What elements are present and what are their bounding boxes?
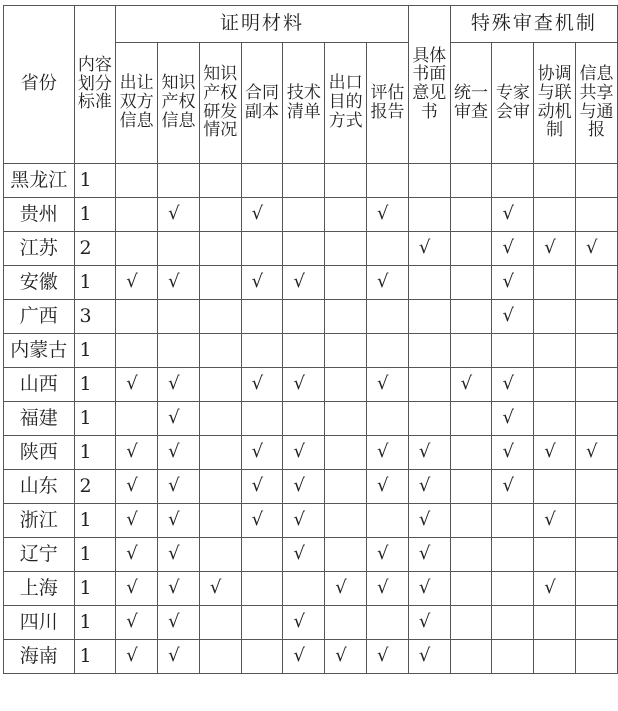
cell-standard: 1 bbox=[74, 436, 116, 470]
cell-province: 辽宁 bbox=[4, 538, 75, 572]
empty-cell bbox=[450, 572, 492, 606]
check-mark-cell: √ bbox=[408, 504, 450, 538]
empty-cell bbox=[450, 402, 492, 436]
empty-cell bbox=[367, 504, 409, 538]
empty-cell bbox=[283, 300, 325, 334]
empty-cell bbox=[158, 300, 200, 334]
empty-cell bbox=[534, 538, 576, 572]
check-mark-cell: √ bbox=[283, 606, 325, 640]
check-mark-cell: √ bbox=[241, 470, 283, 504]
table-row bbox=[4, 368, 618, 402]
empty-cell bbox=[325, 334, 367, 368]
empty-cell bbox=[534, 640, 576, 674]
empty-cell bbox=[408, 368, 450, 402]
empty-cell bbox=[116, 334, 158, 368]
empty-cell bbox=[534, 198, 576, 232]
table-row bbox=[4, 470, 618, 504]
empty-cell bbox=[158, 164, 200, 198]
empty-cell bbox=[450, 232, 492, 266]
check-mark-cell: √ bbox=[283, 504, 325, 538]
check-mark-cell: √ bbox=[408, 606, 450, 640]
empty-cell bbox=[534, 368, 576, 402]
empty-cell bbox=[116, 232, 158, 266]
empty-cell bbox=[576, 266, 618, 300]
cell-standard: 1 bbox=[74, 164, 116, 198]
check-mark-cell: √ bbox=[408, 232, 450, 266]
cell-standard: 2 bbox=[74, 470, 116, 504]
check-mark-cell: √ bbox=[408, 470, 450, 504]
empty-cell bbox=[450, 436, 492, 470]
empty-cell bbox=[450, 164, 492, 198]
header-review-label: 信息 共享 与通 报 bbox=[579, 64, 614, 141]
cell-standard: 1 bbox=[74, 266, 116, 300]
empty-cell bbox=[534, 334, 576, 368]
check-mark-cell: √ bbox=[116, 572, 158, 606]
empty-cell bbox=[576, 606, 618, 640]
table-row bbox=[4, 164, 618, 198]
empty-cell bbox=[199, 538, 241, 572]
empty-cell bbox=[325, 198, 367, 232]
check-mark-cell: √ bbox=[158, 504, 200, 538]
empty-cell bbox=[367, 606, 409, 640]
check-mark-cell: √ bbox=[116, 470, 158, 504]
cell-province: 安徽 bbox=[4, 266, 75, 300]
check-mark-cell: √ bbox=[158, 368, 200, 402]
table-row bbox=[4, 232, 618, 266]
empty-cell bbox=[492, 164, 534, 198]
cell-standard: 1 bbox=[74, 504, 116, 538]
check-mark-cell: √ bbox=[199, 572, 241, 606]
check-mark-cell: √ bbox=[408, 538, 450, 572]
empty-cell bbox=[325, 368, 367, 402]
check-mark-cell: √ bbox=[283, 470, 325, 504]
check-mark-cell: √ bbox=[534, 436, 576, 470]
cell-standard: 1 bbox=[74, 572, 116, 606]
header-group-review bbox=[450, 6, 617, 43]
cell-province: 江苏 bbox=[4, 232, 75, 266]
empty-cell bbox=[325, 606, 367, 640]
header-review bbox=[534, 43, 576, 164]
empty-cell bbox=[450, 470, 492, 504]
check-mark-cell: √ bbox=[408, 436, 450, 470]
empty-cell bbox=[367, 164, 409, 198]
empty-cell bbox=[576, 538, 618, 572]
header-material-label: 评估 报告 bbox=[370, 82, 405, 122]
empty-cell bbox=[241, 640, 283, 674]
empty-cell bbox=[283, 232, 325, 266]
check-mark-cell: √ bbox=[492, 300, 534, 334]
check-mark-cell: √ bbox=[116, 266, 158, 300]
empty-cell bbox=[408, 300, 450, 334]
empty-cell bbox=[492, 572, 534, 606]
header-review bbox=[492, 43, 534, 164]
check-mark-cell: √ bbox=[241, 368, 283, 402]
header-review-label: 统一 审查 bbox=[454, 82, 489, 122]
empty-cell bbox=[534, 300, 576, 334]
empty-cell bbox=[241, 606, 283, 640]
empty-cell bbox=[534, 402, 576, 436]
cell-province: 陕西 bbox=[4, 436, 75, 470]
empty-cell bbox=[283, 198, 325, 232]
check-mark-cell: √ bbox=[241, 504, 283, 538]
empty-cell bbox=[199, 402, 241, 436]
cell-standard: 1 bbox=[74, 402, 116, 436]
header-standard-label: 内容 划分 标准 bbox=[77, 54, 112, 113]
empty-cell bbox=[325, 436, 367, 470]
check-mark-cell: √ bbox=[450, 368, 492, 402]
empty-cell bbox=[576, 368, 618, 402]
header-material bbox=[325, 43, 367, 164]
table-row bbox=[4, 300, 618, 334]
table-row bbox=[4, 266, 618, 300]
empty-cell bbox=[492, 606, 534, 640]
empty-cell bbox=[116, 198, 158, 232]
cell-province: 山东 bbox=[4, 470, 75, 504]
check-mark-cell: √ bbox=[283, 368, 325, 402]
empty-cell bbox=[325, 538, 367, 572]
check-mark-cell: √ bbox=[283, 640, 325, 674]
cell-province: 山西 bbox=[4, 368, 75, 402]
empty-cell bbox=[158, 232, 200, 266]
header-review-label: 协调 与联 动机 制 bbox=[537, 64, 572, 141]
header-material bbox=[116, 43, 158, 164]
empty-cell bbox=[492, 334, 534, 368]
check-mark-cell: √ bbox=[158, 606, 200, 640]
check-mark-cell: √ bbox=[492, 368, 534, 402]
empty-cell bbox=[116, 300, 158, 334]
empty-cell bbox=[408, 198, 450, 232]
check-mark-cell: √ bbox=[116, 606, 158, 640]
empty-cell bbox=[199, 436, 241, 470]
check-mark-cell: √ bbox=[367, 640, 409, 674]
header-opinion-label: 具体 书面 意见 书 bbox=[412, 45, 447, 122]
empty-cell bbox=[534, 164, 576, 198]
check-mark-cell: √ bbox=[492, 470, 534, 504]
check-mark-cell: √ bbox=[492, 402, 534, 436]
empty-cell bbox=[534, 606, 576, 640]
check-mark-cell: √ bbox=[576, 232, 618, 266]
empty-cell bbox=[116, 164, 158, 198]
cell-province: 内蒙古 bbox=[4, 334, 75, 368]
empty-cell bbox=[241, 300, 283, 334]
check-mark-cell: √ bbox=[116, 436, 158, 470]
province-table bbox=[3, 5, 618, 674]
cell-province: 海南 bbox=[4, 640, 75, 674]
table-row bbox=[4, 572, 618, 606]
empty-cell bbox=[367, 232, 409, 266]
check-mark-cell: √ bbox=[158, 402, 200, 436]
empty-cell bbox=[450, 538, 492, 572]
check-mark-cell: √ bbox=[158, 470, 200, 504]
header-material bbox=[199, 43, 241, 164]
table-row bbox=[4, 198, 618, 232]
empty-cell bbox=[408, 334, 450, 368]
check-mark-cell: √ bbox=[158, 266, 200, 300]
header-material-label: 知识 产权 信息 bbox=[161, 73, 196, 131]
empty-cell bbox=[116, 402, 158, 436]
check-mark-cell: √ bbox=[367, 436, 409, 470]
empty-cell bbox=[450, 300, 492, 334]
check-mark-cell: √ bbox=[367, 538, 409, 572]
empty-cell bbox=[241, 572, 283, 606]
table-row bbox=[4, 640, 618, 674]
check-mark-cell: √ bbox=[492, 232, 534, 266]
cell-province: 广西 bbox=[4, 300, 75, 334]
check-mark-cell: √ bbox=[367, 470, 409, 504]
empty-cell bbox=[199, 300, 241, 334]
check-mark-cell: √ bbox=[367, 266, 409, 300]
check-mark-cell: √ bbox=[158, 640, 200, 674]
empty-cell bbox=[199, 266, 241, 300]
header-material-label: 技术 清单 bbox=[286, 82, 321, 122]
empty-cell bbox=[199, 164, 241, 198]
empty-cell bbox=[241, 334, 283, 368]
check-mark-cell: √ bbox=[283, 266, 325, 300]
check-mark-cell: √ bbox=[367, 572, 409, 606]
empty-cell bbox=[576, 470, 618, 504]
table-row bbox=[4, 606, 618, 640]
empty-cell bbox=[450, 606, 492, 640]
empty-cell bbox=[576, 300, 618, 334]
empty-cell bbox=[408, 266, 450, 300]
empty-cell bbox=[576, 640, 618, 674]
header-material bbox=[283, 43, 325, 164]
header-material-label: 合同 副本 bbox=[245, 82, 280, 122]
cell-standard: 1 bbox=[74, 334, 116, 368]
header-material-label: 知识 产权 研发 情况 bbox=[203, 64, 238, 141]
header-group-materials bbox=[116, 6, 409, 43]
check-mark-cell: √ bbox=[241, 436, 283, 470]
check-mark-cell: √ bbox=[116, 504, 158, 538]
cell-province: 浙江 bbox=[4, 504, 75, 538]
header-material bbox=[158, 43, 200, 164]
check-mark-cell: √ bbox=[576, 436, 618, 470]
empty-cell bbox=[367, 334, 409, 368]
empty-cell bbox=[576, 164, 618, 198]
check-mark-cell: √ bbox=[534, 572, 576, 606]
header-material bbox=[241, 43, 283, 164]
check-mark-cell: √ bbox=[492, 436, 534, 470]
empty-cell bbox=[241, 164, 283, 198]
cell-standard: 1 bbox=[74, 538, 116, 572]
empty-cell bbox=[283, 164, 325, 198]
header-material-label: 出口 目的 方式 bbox=[328, 73, 363, 131]
empty-cell bbox=[325, 402, 367, 436]
empty-cell bbox=[325, 232, 367, 266]
empty-cell bbox=[283, 572, 325, 606]
header-group-materials-label: 证明材料 bbox=[220, 12, 305, 35]
empty-cell bbox=[241, 232, 283, 266]
check-mark-cell: √ bbox=[492, 198, 534, 232]
cell-standard: 1 bbox=[74, 640, 116, 674]
check-mark-cell: √ bbox=[158, 436, 200, 470]
check-mark-cell: √ bbox=[158, 198, 200, 232]
empty-cell bbox=[576, 504, 618, 538]
table-body bbox=[4, 164, 618, 674]
check-mark-cell: √ bbox=[116, 538, 158, 572]
check-mark-cell: √ bbox=[534, 232, 576, 266]
empty-cell bbox=[158, 334, 200, 368]
empty-cell bbox=[367, 402, 409, 436]
header-material-label: 出让 双方 信息 bbox=[119, 73, 154, 131]
empty-cell bbox=[199, 470, 241, 504]
check-mark-cell: √ bbox=[158, 538, 200, 572]
empty-cell bbox=[492, 504, 534, 538]
empty-cell bbox=[450, 504, 492, 538]
check-mark-cell: √ bbox=[534, 504, 576, 538]
check-mark-cell: √ bbox=[241, 198, 283, 232]
check-mark-cell: √ bbox=[367, 198, 409, 232]
check-mark-cell: √ bbox=[283, 538, 325, 572]
table-row bbox=[4, 538, 618, 572]
empty-cell bbox=[576, 402, 618, 436]
empty-cell bbox=[492, 640, 534, 674]
table-row bbox=[4, 436, 618, 470]
table-row bbox=[4, 402, 618, 436]
empty-cell bbox=[408, 402, 450, 436]
empty-cell bbox=[408, 164, 450, 198]
empty-cell bbox=[199, 334, 241, 368]
empty-cell bbox=[576, 572, 618, 606]
cell-standard: 1 bbox=[74, 368, 116, 402]
cell-province: 上海 bbox=[4, 572, 75, 606]
check-mark-cell: √ bbox=[367, 368, 409, 402]
header-material bbox=[367, 43, 409, 164]
header-review bbox=[576, 43, 618, 164]
empty-cell bbox=[199, 198, 241, 232]
cell-province: 黑龙江 bbox=[4, 164, 75, 198]
empty-cell bbox=[241, 402, 283, 436]
header-review-label: 专家 会审 bbox=[495, 82, 530, 122]
cell-standard: 3 bbox=[74, 300, 116, 334]
empty-cell bbox=[283, 334, 325, 368]
check-mark-cell: √ bbox=[116, 368, 158, 402]
table-header bbox=[4, 6, 618, 164]
header-opinion bbox=[408, 6, 450, 164]
header-group-review-label: 特殊审查机制 bbox=[470, 12, 597, 35]
empty-cell bbox=[450, 198, 492, 232]
check-mark-cell: √ bbox=[325, 640, 367, 674]
empty-cell bbox=[199, 368, 241, 402]
cell-standard: 1 bbox=[74, 606, 116, 640]
cell-standard: 2 bbox=[74, 232, 116, 266]
empty-cell bbox=[283, 402, 325, 436]
header-province-label: 省份 bbox=[20, 73, 57, 95]
empty-cell bbox=[367, 300, 409, 334]
table-row bbox=[4, 334, 618, 368]
empty-cell bbox=[450, 334, 492, 368]
empty-cell bbox=[576, 198, 618, 232]
empty-cell bbox=[241, 538, 283, 572]
empty-cell bbox=[199, 606, 241, 640]
check-mark-cell: √ bbox=[408, 640, 450, 674]
check-mark-cell: √ bbox=[283, 436, 325, 470]
empty-cell bbox=[199, 504, 241, 538]
empty-cell bbox=[325, 300, 367, 334]
header-standard bbox=[74, 6, 116, 164]
check-mark-cell: √ bbox=[158, 572, 200, 606]
empty-cell bbox=[576, 334, 618, 368]
check-mark-cell: √ bbox=[492, 266, 534, 300]
empty-cell bbox=[534, 470, 576, 504]
check-mark-cell: √ bbox=[241, 266, 283, 300]
check-mark-cell: √ bbox=[116, 640, 158, 674]
empty-cell bbox=[325, 266, 367, 300]
header-review bbox=[450, 43, 492, 164]
empty-cell bbox=[199, 232, 241, 266]
header-province bbox=[4, 6, 75, 164]
cell-province: 四川 bbox=[4, 606, 75, 640]
cell-province: 福建 bbox=[4, 402, 75, 436]
empty-cell bbox=[325, 470, 367, 504]
empty-cell bbox=[325, 504, 367, 538]
cell-province: 贵州 bbox=[4, 198, 75, 232]
empty-cell bbox=[450, 266, 492, 300]
cell-standard: 1 bbox=[74, 198, 116, 232]
empty-cell bbox=[534, 266, 576, 300]
empty-cell bbox=[325, 164, 367, 198]
empty-cell bbox=[450, 640, 492, 674]
table-row bbox=[4, 504, 618, 538]
empty-cell bbox=[199, 640, 241, 674]
empty-cell bbox=[492, 538, 534, 572]
check-mark-cell: √ bbox=[325, 572, 367, 606]
check-mark-cell: √ bbox=[408, 572, 450, 606]
